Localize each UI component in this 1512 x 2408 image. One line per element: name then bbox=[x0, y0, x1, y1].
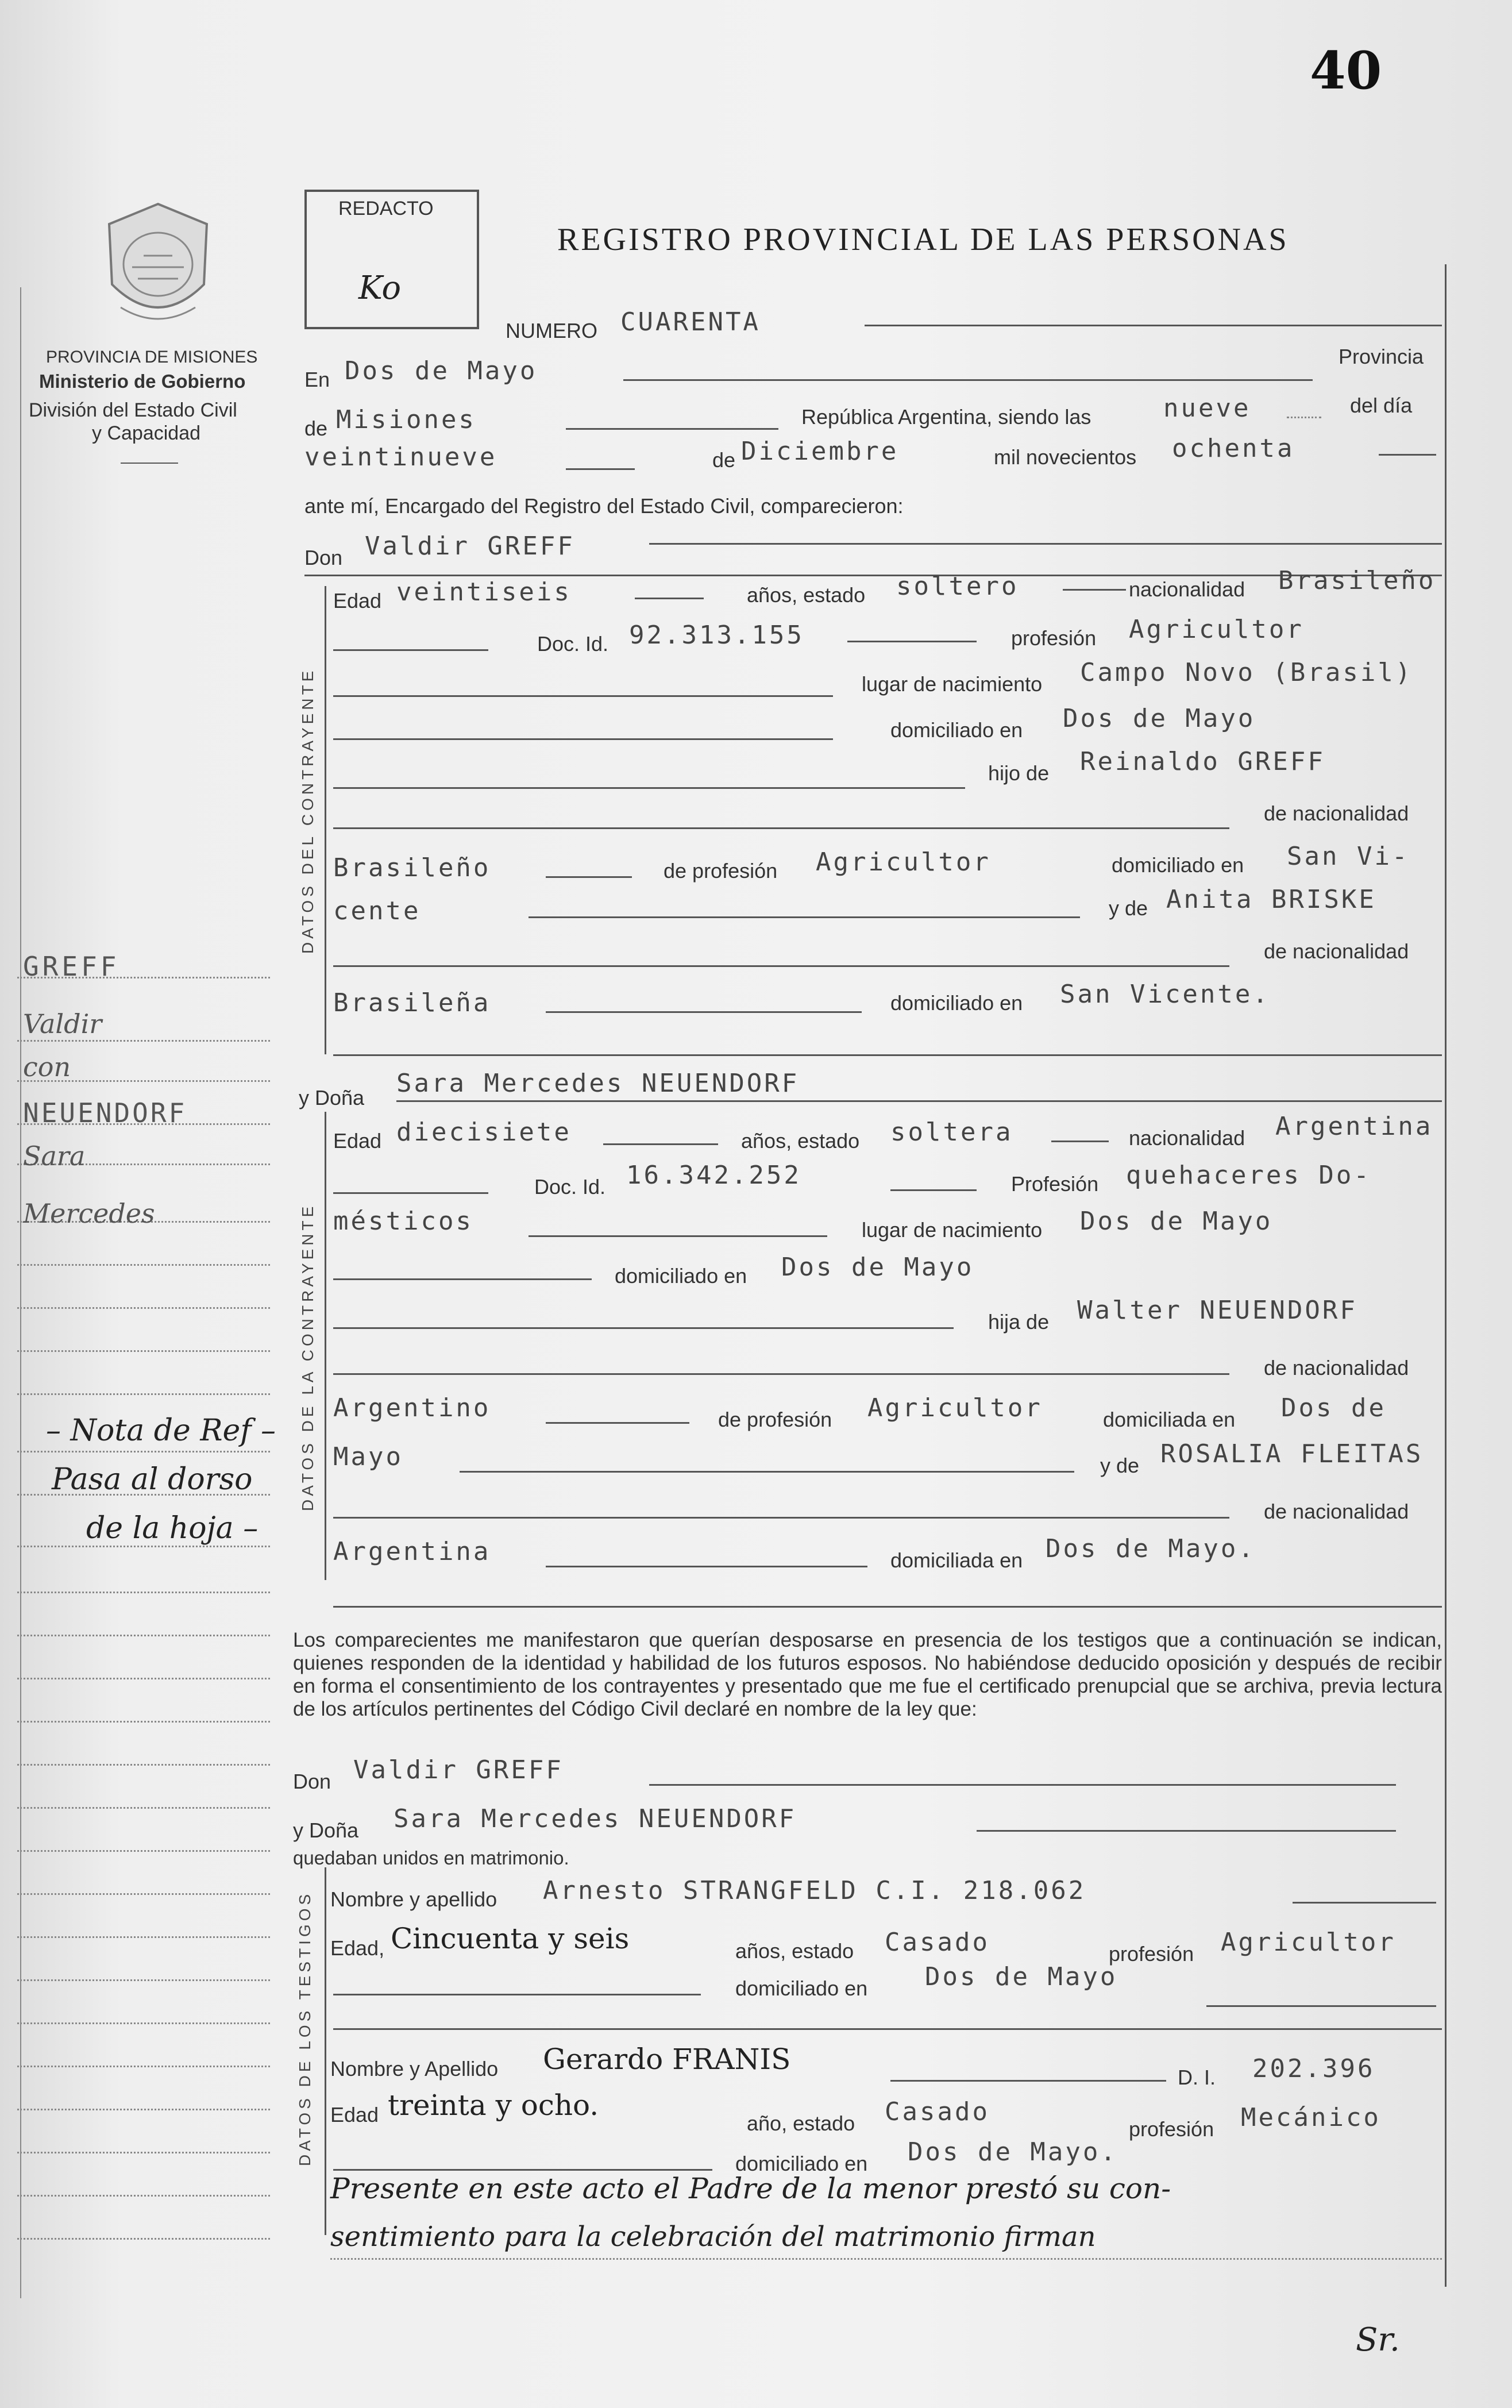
contrayente-padre: Reinaldo GREFF bbox=[1080, 747, 1325, 776]
contrayenta-padre-prof: Agricultor bbox=[867, 1393, 1043, 1423]
provincia-label: Provincia bbox=[1339, 345, 1424, 368]
numero-value: CUARENTA bbox=[620, 307, 761, 337]
contrayenta-anos-label: años, estado bbox=[741, 1129, 860, 1153]
declaracion-don: Valdir GREFF bbox=[353, 1755, 564, 1785]
testigo2-edad: treinta y ocho. bbox=[388, 2089, 599, 2122]
margin-name-3: con bbox=[23, 1051, 71, 1082]
testigo1-prof-label: profesión bbox=[1109, 1942, 1194, 1966]
left-header-line3: División del Estado Civil bbox=[29, 399, 237, 421]
dia-value: veintinueve bbox=[304, 442, 497, 472]
contrayenta-de-nac-label: de nacionalidad bbox=[1264, 1356, 1409, 1380]
testigo1-edad: Cincuenta y seis bbox=[391, 1922, 630, 1955]
contrayenta-profesion-label: Profesión bbox=[1011, 1172, 1099, 1196]
contrayente-de-nac-label-2: de nacionalidad bbox=[1264, 939, 1409, 963]
testigo2-dom-label: domiciliado en bbox=[735, 2152, 868, 2175]
contrayenta-madre-dom-label: domiciliada en bbox=[890, 1548, 1023, 1572]
testigo1-anos-label: años, estado bbox=[735, 1939, 854, 1963]
declaracion-don-label: Don bbox=[293, 1770, 331, 1793]
testigo1-prof: Agricultor bbox=[1221, 1928, 1396, 1957]
left-header-line4: y Capacidad bbox=[92, 422, 201, 444]
testigo1-nombre: Arnesto STRANGFELD C.I. 218.062 bbox=[543, 1876, 1086, 1905]
contrayente-hijo-label: hijo de bbox=[988, 761, 1050, 785]
contrayente-madre: Anita BRISKE bbox=[1166, 885, 1376, 914]
contrayenta-padre-dom-1: Dos de bbox=[1281, 1393, 1386, 1423]
declaracion-dona: Sara Mercedes NEUENDORF bbox=[394, 1804, 797, 1833]
contrayenta-estado: soltera bbox=[890, 1118, 1013, 1147]
contrayenta-padre: Walter NEUENDORF bbox=[1077, 1296, 1357, 1325]
contrayenta-madre: ROSALIA FLEITAS bbox=[1160, 1439, 1424, 1469]
contrayente-profesion: Agricultor bbox=[1129, 615, 1304, 644]
provincial-seal bbox=[98, 198, 218, 333]
contrayente-profesion-label: profesión bbox=[1011, 626, 1097, 650]
de-label-2: de bbox=[712, 448, 736, 472]
contrayente-nacionalidad: Brasileño bbox=[1278, 566, 1436, 595]
lugar-value: Dos de Mayo bbox=[345, 356, 538, 386]
numero-label: NUMERO bbox=[506, 319, 597, 342]
contrayenta-profesion-1: quehaceres Do- bbox=[1126, 1161, 1371, 1190]
redacto-label: REDACTO bbox=[338, 198, 434, 219]
contrayenta-doc: 16.342.252 bbox=[626, 1161, 801, 1190]
contrayenta-hija-label: hija de bbox=[988, 1310, 1050, 1334]
contrayente-lugar-nac: Campo Novo (Brasil) bbox=[1080, 658, 1413, 687]
redacto-mark: Ko bbox=[358, 269, 402, 307]
testigo2-nombre: Gerardo FRANIS bbox=[543, 2043, 791, 2076]
testigo1-nombre-label: Nombre y apellido bbox=[330, 1887, 497, 1911]
contrayente-domicilio-label: domiciliado en bbox=[890, 718, 1023, 742]
margin-name-2: Valdir bbox=[23, 1008, 102, 1039]
contrayente-doc-label: Doc. Id. bbox=[537, 632, 609, 656]
contrayenta-nombre: Sara Mercedes NEUENDORF bbox=[396, 1069, 800, 1098]
page-number: 40 bbox=[1310, 40, 1382, 101]
contrayenta-padre-nac: Argentino bbox=[333, 1393, 491, 1423]
testigo2-dom: Dos de Mayo. bbox=[908, 2137, 1118, 2167]
contrayente-padre-dom-1: San Vi- bbox=[1287, 842, 1410, 871]
testigo1-dom: Dos de Mayo bbox=[925, 1962, 1118, 1991]
declaracion-quedaban: quedaban unidos en matrimonio. bbox=[293, 1847, 569, 1868]
contrayente-padre-dom-label: domiciliado en bbox=[1112, 853, 1244, 877]
contrayente-anos-label: años, estado bbox=[747, 583, 866, 607]
contrayente-don-label: Don bbox=[304, 546, 343, 569]
mil-label: mil novecientos bbox=[994, 445, 1137, 469]
contrayenta-edad-label: Edad bbox=[333, 1129, 382, 1153]
left-header-line1: PROVINCIA DE MISIONES bbox=[46, 348, 258, 367]
contrayente-madre-nac: Brasileña bbox=[333, 988, 491, 1018]
contrayente-y-de-label: y de bbox=[1109, 896, 1148, 920]
testigo2-nombre-label: Nombre y Apellido bbox=[330, 2057, 499, 2080]
nota-final-line2: sentimiento para la celebración del matrimonio firman bbox=[330, 2221, 1096, 2253]
contrayenta-de-prof-label: de profesión bbox=[718, 1408, 832, 1431]
contrayente-edad: veintiseis bbox=[396, 577, 572, 607]
declaracion-dona-label: y Doña bbox=[293, 1818, 359, 1842]
contrayenta-de-nac-label-2: de nacionalidad bbox=[1264, 1500, 1409, 1523]
margin-name-1: GREFF bbox=[23, 951, 120, 982]
margin-name-4: NEUENDORF bbox=[23, 1097, 187, 1128]
contrayenta-domicilio: Dos de Mayo bbox=[781, 1253, 974, 1282]
provincia-value: Misiones bbox=[336, 405, 476, 434]
left-header-line2: Ministerio de Gobierno bbox=[39, 371, 246, 392]
testigo1-edad-label: Edad, bbox=[330, 1936, 385, 1960]
contrayenta-domicilio-label: domiciliado en bbox=[615, 1264, 747, 1288]
testigo2-di: 202.396 bbox=[1252, 2054, 1375, 2083]
mes-value: Diciembre bbox=[741, 437, 899, 466]
margin-nota-2: Pasa al dorso bbox=[52, 1462, 253, 1497]
testigos-section-label: DATOS DE LOS TESTIGOS bbox=[296, 1890, 314, 2166]
contrayente-doc: 92.313.155 bbox=[629, 621, 804, 650]
contrayente-nacionalidad-label: nacionalidad bbox=[1129, 577, 1245, 601]
republica-label: República Argentina, siendo las bbox=[801, 405, 1091, 429]
footer-mark: Sr. bbox=[1356, 2321, 1400, 2359]
testigo2-di-label: D. I. bbox=[1178, 2066, 1216, 2089]
contrayenta-nacionalidad: Argentina bbox=[1275, 1112, 1433, 1141]
contrayente-section-label: DATOS DEL CONTRAYENTE bbox=[299, 667, 317, 954]
de-label: de bbox=[304, 417, 328, 440]
document-title: REGISTRO PROVINCIAL DE LAS PERSONAS bbox=[557, 222, 1289, 257]
contrayenta-dona-label: y Doña bbox=[299, 1086, 365, 1109]
contrayente-padre-dom-2: cente bbox=[333, 896, 421, 926]
redacto-box bbox=[304, 190, 479, 329]
contrayente-madre-dom: San Vicente. bbox=[1060, 980, 1270, 1009]
contrayenta-lugar-nac-label: lugar de nacimiento bbox=[862, 1218, 1043, 1242]
contrayenta-profesion-2: mésticos bbox=[333, 1207, 473, 1236]
contrayenta-section-label: DATOS DE LA CONTRAYENTE bbox=[299, 1203, 317, 1511]
contrayente-padre-prof: Agricultor bbox=[816, 847, 991, 877]
margin-name-5: Sara bbox=[23, 1141, 86, 1172]
contrayente-estado: soltero bbox=[896, 572, 1019, 601]
contrayenta-y-de-label: y de bbox=[1100, 1454, 1140, 1477]
ante-label: ante mí, Encargado del Registro del Estado Civil, comparecieron: bbox=[304, 494, 904, 518]
testigo2-estado: Casado bbox=[885, 2097, 990, 2126]
contrayenta-padre-dom-label: domiciliada en bbox=[1103, 1408, 1236, 1431]
contrayente-lugar-nac-label: lugar de nacimiento bbox=[862, 672, 1043, 696]
nota-final-line1: Presente en este acto el Padre de la menor prestó su con- bbox=[330, 2172, 1171, 2205]
en-label: En bbox=[304, 368, 330, 391]
contrayente-nombre: Valdir GREFF bbox=[365, 531, 575, 561]
anio-value: ochenta bbox=[1172, 434, 1295, 463]
declaracion-text: Los comparecientes me manifestaron que querían desposarse en presencia de los testigos que a continuación se indican, quienes responden de la identidad y habilidad de los futuros esposos. No habiéndose deducido oposición y después de recibir en forma el consentimiento de los contrayentes y presentado que me fue el certificado prenupcial que se archiva, previa lectura de los artículos pertinentes del Código Civil declaré en nombre de la ley que: bbox=[293, 1629, 1442, 1720]
contrayenta-padre-dom-2: Mayo bbox=[333, 1442, 403, 1471]
del-dia-label: del día bbox=[1350, 394, 1413, 417]
contrayente-de-nac-label: de nacionalidad bbox=[1264, 802, 1409, 825]
contrayente-edad-label: Edad bbox=[333, 589, 382, 612]
contrayente-domicilio: Dos de Mayo bbox=[1063, 704, 1256, 733]
contrayenta-madre-nac: Argentina bbox=[333, 1537, 491, 1566]
margin-nota-3: de la hoja – bbox=[86, 1511, 259, 1546]
testigo2-anos-label: año, estado bbox=[747, 2112, 855, 2135]
contrayenta-madre-dom: Dos de Mayo. bbox=[1046, 1534, 1256, 1563]
contrayenta-nacionalidad-label: nacionalidad bbox=[1129, 1126, 1245, 1150]
testigo1-dom-label: domiciliado en bbox=[735, 1977, 868, 2000]
testigo2-prof: Mecánico bbox=[1241, 2103, 1381, 2132]
contrayente-padre-nac: Brasileño bbox=[333, 853, 491, 883]
testigo2-prof-label: profesión bbox=[1129, 2117, 1214, 2141]
margin-nota-1: – Nota de Ref – bbox=[46, 1413, 276, 1448]
testigo1-estado: Casado bbox=[885, 1928, 990, 1957]
contrayente-madre-dom-label: domiciliado en bbox=[890, 991, 1023, 1015]
contrayenta-lugar-nac: Dos de Mayo bbox=[1080, 1207, 1273, 1236]
margin-name-6: Mercedes bbox=[23, 1198, 155, 1229]
contrayenta-edad: diecisiete bbox=[396, 1118, 572, 1147]
contrayenta-doc-label: Doc. Id. bbox=[534, 1175, 606, 1199]
testigo2-edad-label: Edad bbox=[330, 2103, 379, 2126]
hora-value: nueve bbox=[1163, 394, 1251, 423]
contrayente-de-prof-label: de profesión bbox=[664, 859, 778, 883]
